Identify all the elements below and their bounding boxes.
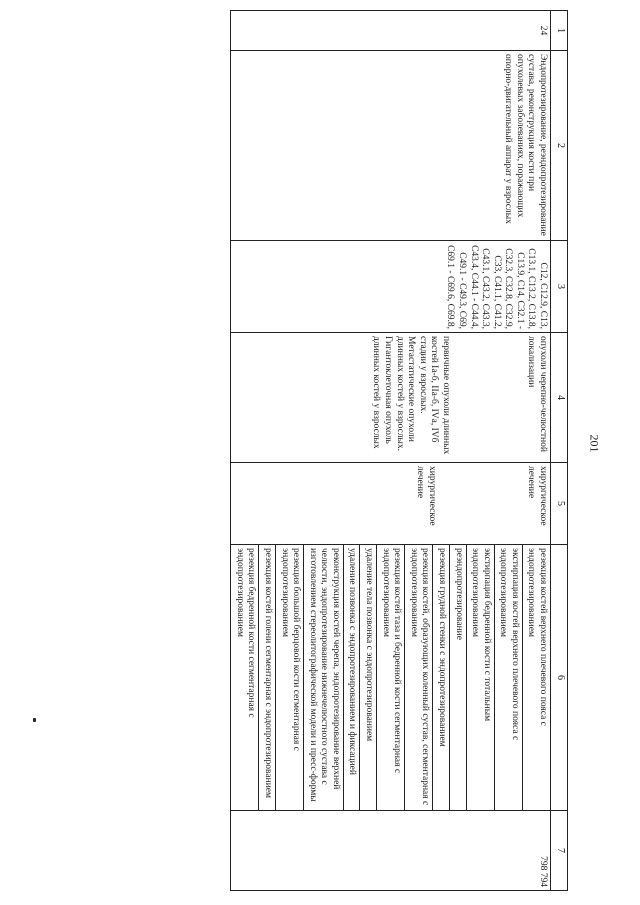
header-col-6: 6: [551, 545, 568, 811]
row-methods: [231, 545, 551, 811]
row-cost: 798 794: [231, 811, 551, 891]
method-top-4: реэндопротезирование: [449, 545, 466, 810]
row-treatments: [231, 463, 551, 545]
table-row: [231, 11, 551, 891]
treatment-1: хирургическое лечение: [526, 466, 548, 526]
method-group-2-1: резекция большой берцовой кости сегментарная с эндопротезированием: [275, 545, 303, 810]
header-col-4: 4: [551, 333, 568, 463]
method-top-6: резекция костей, образующих коленный сустав, сегментарная с эндопротезированием: [404, 545, 432, 810]
method-group-1: реконструкция костей черепа, эндопротезирование верхней челюсти, эндопротезирование нижнечелюстного сустава с изготовлением стереолитографической модели и пресс-формы: [303, 545, 343, 810]
model-1: опухоли черепно-челюстной локализации: [526, 336, 548, 452]
treatment-2: хирургическое лечение: [415, 466, 437, 526]
method-top-2: экстирпация костей верхнего плечевого пояса с эндопротезированием: [494, 545, 522, 810]
scan-speck: [33, 718, 36, 722]
method-group-2-3: резекция бедренной кости сегментарная с эндопротезированием: [234, 548, 257, 718]
procedures-table: [230, 10, 568, 891]
row-codes: C12, C12.9, C13, C13.1, C13.2, C13.8, C13.9, C14, C32.1 - C32.3, C32.8, C32.9, C33, C41.1, C41.2, C43.1, C43.2, C43.3, C43.4, C44.1 - C44.4, C49.1 - C49.3, C69, C69.1 - C69.6, C69.8,: [231, 241, 551, 333]
header-col-3: 3: [551, 241, 568, 333]
method-top-8: удаление тела позвонка с эндопротезированием: [359, 545, 376, 810]
row-number: 24: [231, 11, 551, 51]
model-2: первичные опухоли длинных костей Iа-б, IIа-б, IVа, IVб стадии у взрослых. Метастатические опухоли длинных костей у взрослых. Гигантоклеточная опухоль длинных костей у взрослых: [371, 336, 451, 455]
page-number: 201: [587, 434, 602, 453]
header-col-1: 1: [551, 11, 568, 51]
header-col-2: 2: [551, 51, 568, 241]
method-group-2-2: резекция костей голени сегментарная с эндопротезированием: [258, 545, 275, 810]
method-top-1: резекция костей верхнего плечевого пояса с эндопротезированием: [522, 545, 550, 810]
method-top-7: резекция костей таза и бедренной кости сегментарная с эндопротезированием: [376, 545, 404, 810]
method-top-5: резекция грудной стенки с эндопротезированием: [432, 545, 449, 810]
rotated-table-page: [68, 10, 568, 890]
header-col-5: 5: [551, 463, 568, 545]
row-name: Эндопротезирование, реэндопротезирование сустава, реконструкция кости при опухолевых заболеваниях, поражающих опорно-двигательный аппарат у взрослых: [231, 51, 551, 241]
header-col-7: 7: [551, 811, 568, 891]
header-row: [551, 11, 568, 891]
method-top-9: удаление позвонка с эндопротезированием и фиксацией: [343, 545, 360, 810]
row-models: [231, 333, 551, 463]
method-top-3: экстирпация бедренной кости с тотальным эндопротезированием: [466, 545, 494, 810]
